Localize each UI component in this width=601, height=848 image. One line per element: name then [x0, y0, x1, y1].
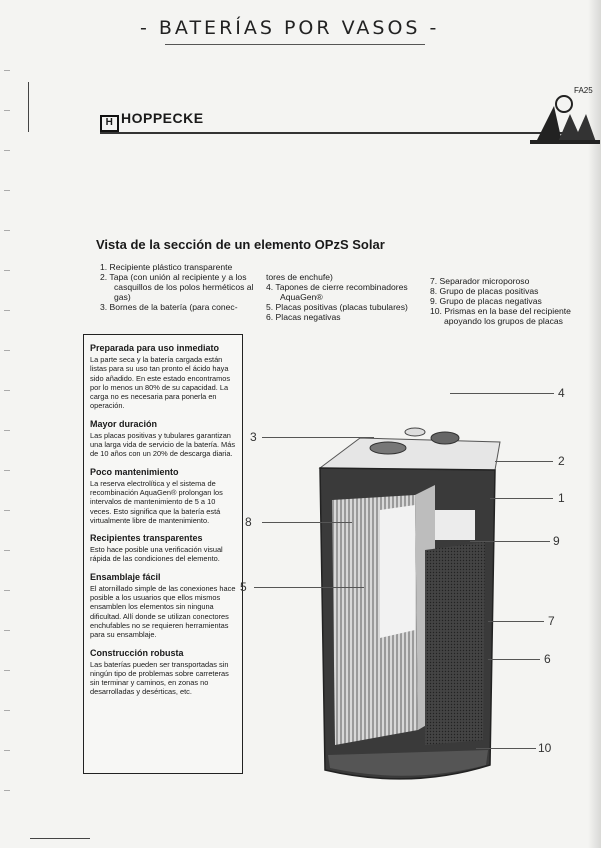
leader-line-4 — [450, 393, 554, 394]
callout-10: 10 — [538, 741, 552, 755]
feature-heading: Poco mantenimiento — [90, 466, 179, 477]
callout-3: 3 — [250, 430, 257, 444]
section-title: Vista de la sección de un elemento OPzS Solar — [96, 237, 385, 252]
callout-4: 4 — [558, 386, 565, 400]
leader-line-6 — [488, 659, 540, 660]
legend-item: 7. Separador microporoso — [430, 276, 530, 286]
leader-line-7 — [488, 621, 544, 622]
feature-heading: Recipientes transparentes — [90, 533, 203, 544]
legend-item: 3. Bornes de la batería (para conec- — [100, 302, 238, 312]
callout-8: 8 — [245, 515, 252, 529]
callout-6: 6 — [544, 652, 551, 666]
feature-text: Esto hace posible una verificación visual rápida de las condiciones del elemento. — [90, 545, 223, 564]
leader-line-10 — [476, 748, 536, 749]
legend-item: 9. Grupo de placas negativas — [430, 296, 542, 306]
leader-line-9 — [470, 541, 550, 542]
legend-col-3 — [430, 276, 580, 326]
legend-item: tores de enchufe) — [266, 272, 333, 282]
feature-robust — [90, 648, 236, 697]
feature-text: El atornillado simple de las conexiones hace posible a los usuarios que ellos mismos ensamblen los elementos sin ninguna dificultad. Allí donde se utilizan conectores enchufables no se requieren herramientas para su ensamblaje. — [90, 583, 236, 640]
feature-heading: Mayor duración — [90, 418, 158, 429]
hoppecke-logo — [100, 110, 204, 132]
header-rule — [100, 132, 580, 134]
leader-line-5 — [254, 587, 364, 588]
legend-item: 8. Grupo de placas positivas — [430, 286, 539, 296]
feature-text: La reserva electrolítica y el sistema de recombinación AquaGen® prolongan los intervalos de mantenimiento de 5 a 10 veces. Esto significa que la batería está virtualmente libre de mantenimiento. — [90, 478, 223, 525]
battery-cutaway-illustration — [300, 400, 520, 790]
feature-duration — [90, 419, 236, 459]
callout-9: 9 — [553, 534, 560, 548]
feature-assembly — [90, 572, 236, 640]
hoppecke-logo-mark: H — [100, 115, 119, 132]
handwritten-title: - BATERÍAS POR VASOS - — [140, 17, 440, 39]
callout-1: 1 — [558, 491, 565, 505]
feature-heading: Preparada para uso inmediato — [90, 343, 220, 353]
callout-7: 7 — [548, 614, 555, 628]
left-margin-line — [28, 82, 29, 132]
feature-text: Las baterías pueden ser transportadas sin ningún tipo de problemas sobre carreteras sin terminar y caminos, en zonas no desarrolladas y desérticas, etc. — [90, 659, 229, 697]
feature-text: La parte seca y la batería cargada están listas para su uso tan pronto el ácido haya sido añadido. En este estado encontramos por lo menos un 80% de su capacidad. La carga no es necesaria para ponerla en operación. — [90, 355, 231, 411]
feature-transparent — [90, 533, 236, 564]
callout-2: 2 — [558, 454, 565, 468]
leader-line-1 — [490, 498, 553, 499]
am-logo — [530, 92, 600, 150]
leader-line-3 — [262, 437, 374, 438]
legend-item: 2. Tapa (con unión al recipiente y a los casquillos de los polos herméticos al gas) — [100, 272, 254, 302]
feature-maintenance — [90, 467, 236, 525]
legend-item: 1. Recipiente plástico transparente — [100, 262, 233, 272]
legend-item: 6. Placas negativas — [266, 312, 341, 322]
feature-text: Las placas positivas y tubulares garantizan una larga vida de servicio de la batería. Más de 10 años con un 20% de descarga diaria. — [90, 430, 236, 459]
legend-item: 4. Tapones de cierre recombinadores AquaGen® — [266, 282, 408, 302]
leader-line-2 — [495, 461, 553, 462]
feature-heading: Ensamblaje fácil — [90, 571, 161, 582]
leader-line-8 — [262, 522, 352, 523]
legend-item: 5. Placas positivas (placas tubulares) — [266, 302, 408, 312]
legend-col-1 — [100, 262, 260, 312]
legend-col-2 — [266, 272, 426, 322]
title-underline — [165, 44, 425, 45]
fa-code: FA25 — [574, 86, 593, 95]
callout-5: 5 — [240, 580, 247, 594]
bottom-scan-line — [30, 838, 90, 839]
hoppecke-brand: HOPPECKE — [121, 110, 204, 126]
legend-item: 10. Prismas en la base del recipiente apoyando los grupos de placas — [430, 306, 571, 326]
features-box — [83, 334, 243, 774]
feature-heading: Construcción robusta — [90, 647, 184, 658]
feature-ready — [90, 343, 236, 411]
